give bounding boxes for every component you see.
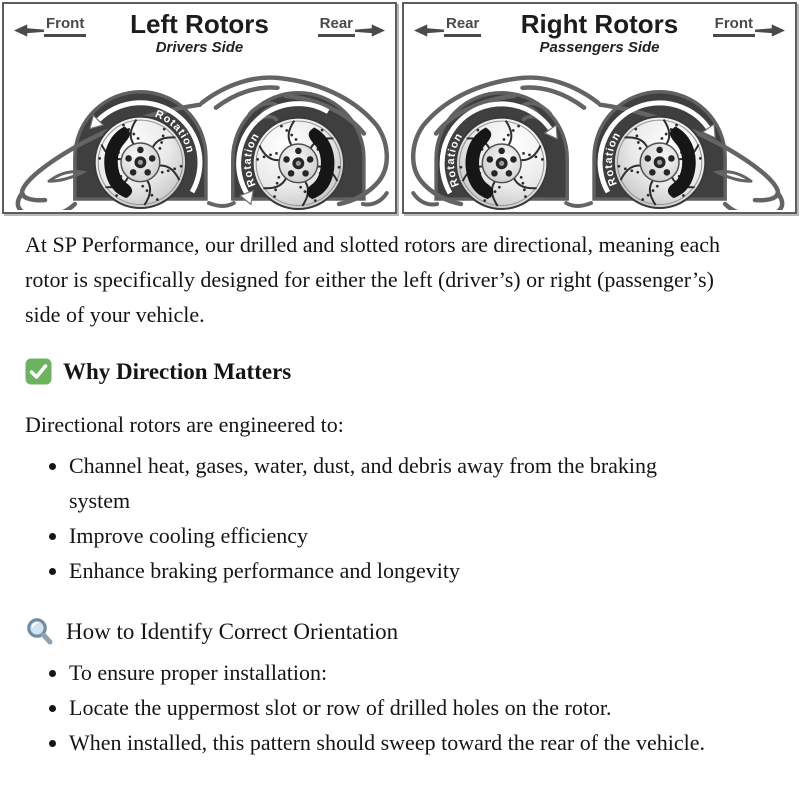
orientation-steps-list [25, 655, 775, 760]
direction-label-text: Front [713, 16, 755, 37]
direction-label-front [713, 16, 785, 37]
list-item: • When installed, this pattern should sweep toward the rear of the vehicle. [69, 725, 705, 760]
left-rotors-panel [2, 2, 397, 214]
direction-label-front [14, 16, 86, 37]
direction-label-text: Rear [318, 16, 355, 37]
list-item: • To ensure proper installation: [69, 655, 705, 690]
benefits-list [25, 448, 775, 588]
green-checkmark-icon [25, 358, 52, 385]
arrow-right-icon [355, 23, 385, 38]
section-intro: Directional rotors are engineered to: [25, 412, 344, 437]
rotor-direction-diagram [0, 0, 800, 214]
car-sketch-left-side [5, 61, 395, 210]
panel-subtitle: Drivers Side [155, 39, 244, 56]
direction-label-text: Rear [444, 16, 481, 37]
section-heading-text: How to Identify Correct Orientation [66, 619, 399, 644]
right-rotors-panel [402, 2, 797, 214]
panel-title: Right Rotors [520, 9, 679, 39]
section-heading-identify-orientation [25, 614, 775, 649]
arrow-left-icon [414, 23, 444, 38]
direction-label-rear [318, 16, 385, 37]
section-heading-text: Why Direction Matters [63, 359, 292, 384]
list-item: • Improve cooling efficiency [69, 518, 705, 553]
magnifying-glass-icon [25, 616, 55, 648]
section-heading-why-direction-matters [25, 354, 775, 389]
panel-subtitle: Passengers Side [539, 39, 660, 56]
car-sketch-right-side [405, 61, 795, 210]
rotation-label: Rotation [602, 129, 624, 188]
rotation-label: Rotation [444, 130, 466, 189]
intro-paragraph: At SP Performance, our drilled and slotted rotors are directional, meaning each rotor is specifically designed for either the left (driver’s) or right (passenger’s) side of your vehicle. [25, 232, 721, 327]
rotation-label: Rotation [153, 108, 197, 155]
list-item: • Enhance braking performance and longevity [69, 553, 705, 588]
list-item: • Channel heat, gases, water, dust, and debris away from the braking system [69, 448, 705, 518]
arrow-left-icon [14, 23, 44, 38]
arrow-right-icon [755, 23, 785, 38]
list-item: • Locate the uppermost slot or row of drilled holes on the rotor. [69, 690, 705, 725]
direction-label-text: Front [44, 16, 86, 37]
direction-label-rear [414, 16, 481, 37]
article-body [0, 227, 800, 760]
panel-title: Left Rotors [130, 9, 269, 39]
rotation-label: Rotation [241, 130, 263, 189]
